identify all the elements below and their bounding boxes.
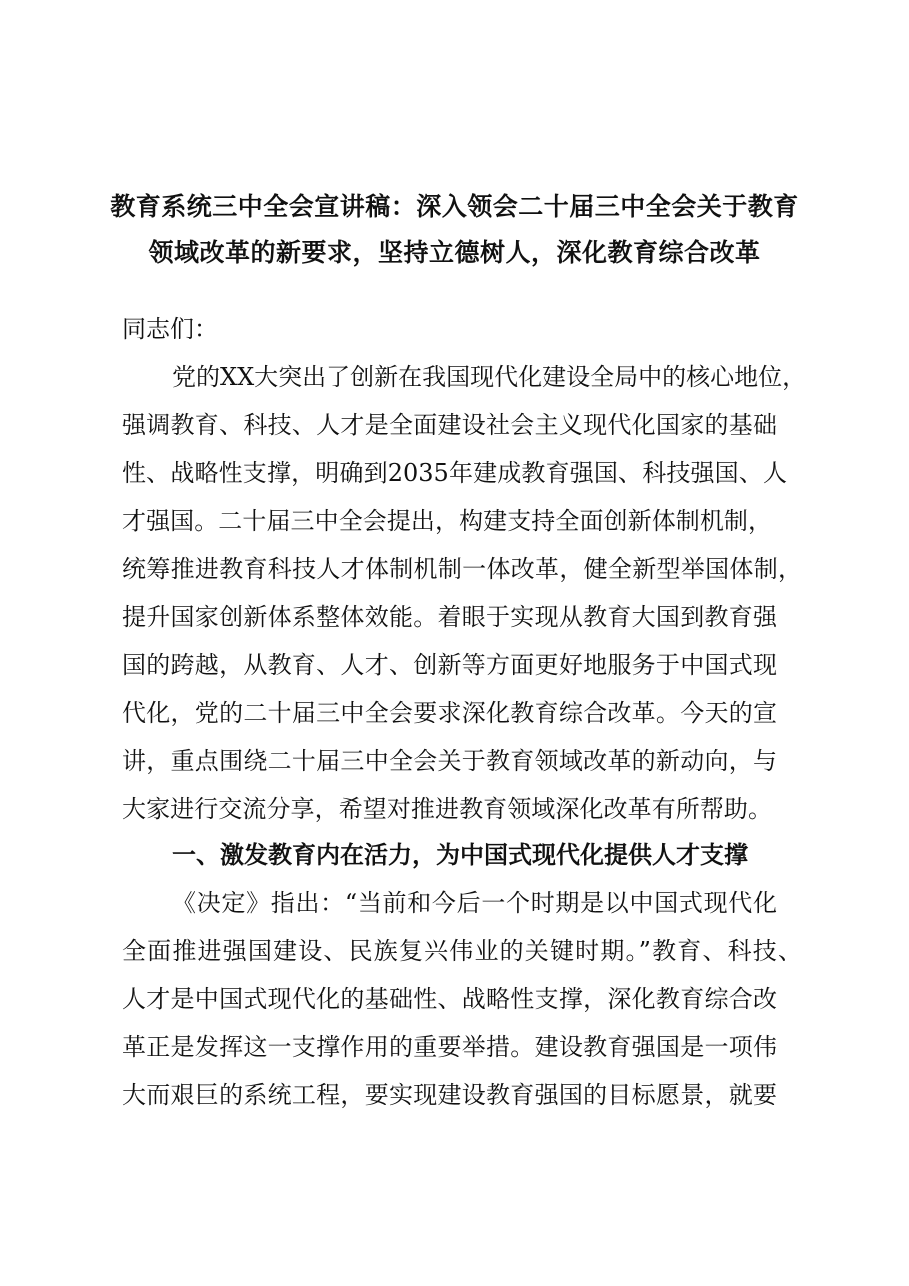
paragraph-1-line: 党的XX大突出了创新在我国现代化建设全局中的核心地位， [172, 363, 807, 391]
paragraph-1-line: 提升国家创新体系整体效能。着眼于实现从教育大国到教育强 [122, 603, 777, 631]
document-title-line-2: 领域改革的新要求，坚持立德树人，深化教育综合改革 [148, 238, 761, 267]
section-heading: 一、激发教育内在活力，为中国式现代化提供人才支撑 [172, 840, 748, 869]
paragraph-2-line: 人才是中国式现代化的基础性、战略性支撑，深化教育综合改 [122, 985, 777, 1013]
paragraph-2-line: 全面推进强国建设、民族复兴伟业的关键时期。”教育、科技、 [122, 937, 802, 965]
paragraph-1-line: 国的跨越，从教育、人才、创新等方面更好地服务于中国式现 [122, 651, 777, 679]
paragraph-1-line: 代化，党的二十届三中全会要求深化教育综合改革。今天的宣 [122, 699, 777, 727]
greeting: 同志们： [122, 315, 218, 343]
paragraph-2-line: 革正是发挥这一支撑作用的重要举措。建设教育强国是一项伟 [122, 1033, 777, 1061]
paragraph-2-line: 《决定》指出：“当前和今后一个时期是以中国式现代化 [172, 889, 777, 917]
paragraph-1-line: 强调教育、科技、人才是全面建设社会主义现代化国家的基础 [122, 411, 777, 439]
paragraph-1-line: 统筹推进教育科技人才体制机制一体改革，健全新型举国体制， [122, 555, 802, 583]
paragraph-1-line: 讲，重点围绕二十届三中全会关于教育领域改革的新动向，与 [122, 747, 777, 775]
paragraph-1-line: 性、战略性支撑，明确到2035年建成教育强国、科技强国、人 [122, 459, 787, 487]
paragraph-2-line: 大而艰巨的系统工程，要实现建设教育强国的目标愿景，就要 [122, 1081, 777, 1109]
paragraph-1-line: 大家进行交流分享，希望对推进教育领域深化改革有所帮助。 [122, 795, 772, 823]
document-title-line-1: 教育系统三中全会宣讲稿：深入领会二十届三中全会关于教育 [110, 192, 799, 221]
paragraph-1-line: 才强国。二十届三中全会提出，构建支持全面创新体制机制， [122, 507, 772, 535]
